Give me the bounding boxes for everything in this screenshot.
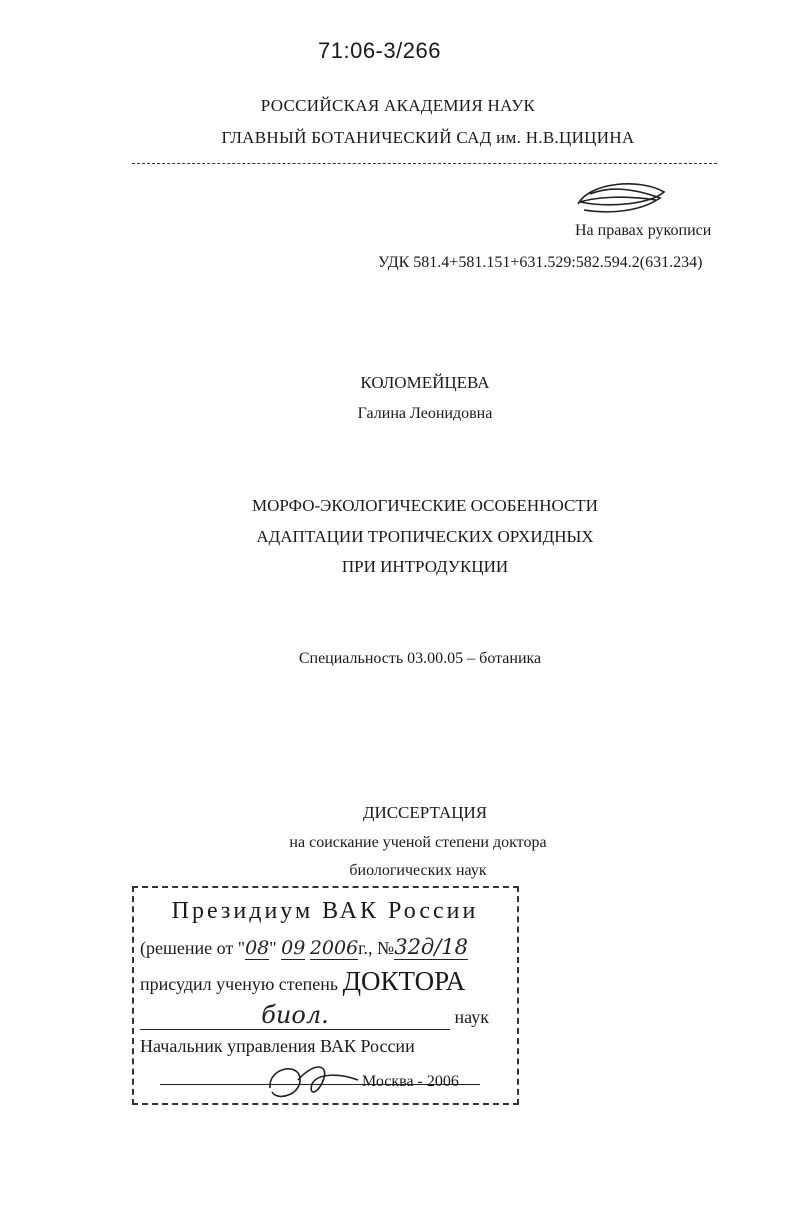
specialty: Специальность 03.00.05 – ботаника <box>298 650 542 667</box>
stamp-head: Начальник управления ВАК России <box>140 1036 415 1056</box>
stamp-awarded-degree: ДОКТОРА <box>342 966 466 996</box>
stamp-decision-year: 2006 <box>309 937 359 959</box>
stamp-decision-day: 08 <box>245 937 270 959</box>
degree-line-1: на соискание ученой степени доктора <box>289 834 547 851</box>
stamp-decision-month: 09 <box>281 937 306 959</box>
title-line-2: АДАПТАЦИИ ТРОПИЧЕСКИХ ОРХИДНЫХ <box>256 527 594 546</box>
title-line-1: МОРФО-ЭКОЛОГИЧЕСКИЕ ОСОБЕННОСТИ <box>252 496 598 515</box>
stamp-signature-icon <box>258 1058 368 1108</box>
author-surname: КОЛОМЕЙЦЕВА <box>360 373 490 392</box>
title-line-3: ПРИ ИНТРОДУКЦИИ <box>341 557 509 576</box>
stamp-title: Президиум ВАК России <box>171 898 479 924</box>
stamp-decision-year-suffix: г., № <box>358 938 395 958</box>
degree-line-2: биологических наук <box>349 862 487 879</box>
stamp-decision-number: 32д/18 <box>394 935 469 959</box>
stamp-field-line <box>140 1001 510 1030</box>
udc-code: УДК 581.4+581.151+631.529:582.594.2(631.234) <box>378 254 703 271</box>
stamp-awarded-prefix: присудил ученую степень <box>140 974 339 994</box>
header-divider <box>132 163 717 164</box>
author-given-names: Галина Леонидовна <box>357 405 493 422</box>
degree-label: ДИССЕРТАЦИЯ <box>362 803 488 822</box>
stamp-field-suffix: наук <box>454 1007 489 1027</box>
catalog-number: 71:06-3/266 <box>318 38 441 63</box>
stamp-decision-line <box>140 935 510 960</box>
manuscript-note: На правах рукописи <box>575 222 712 239</box>
stamp-field-handwritten: биол. <box>261 1001 329 1029</box>
institution-line-2: ГЛАВНЫЙ БОТАНИЧЕСКИЙ САД им. Н.В.ЦИЦИНА <box>221 128 635 147</box>
institution-line-1: РОССИЙСКАЯ АКАДЕМИЯ НАУК <box>260 96 536 115</box>
stamp-awarded-line <box>140 966 510 997</box>
stamp-decision-prefix: (решение от " <box>140 938 246 958</box>
stamp-city-year: Москва - 2006 <box>362 1073 459 1090</box>
signature-icon <box>560 174 680 222</box>
stamp-decision-mid: " <box>269 938 277 958</box>
